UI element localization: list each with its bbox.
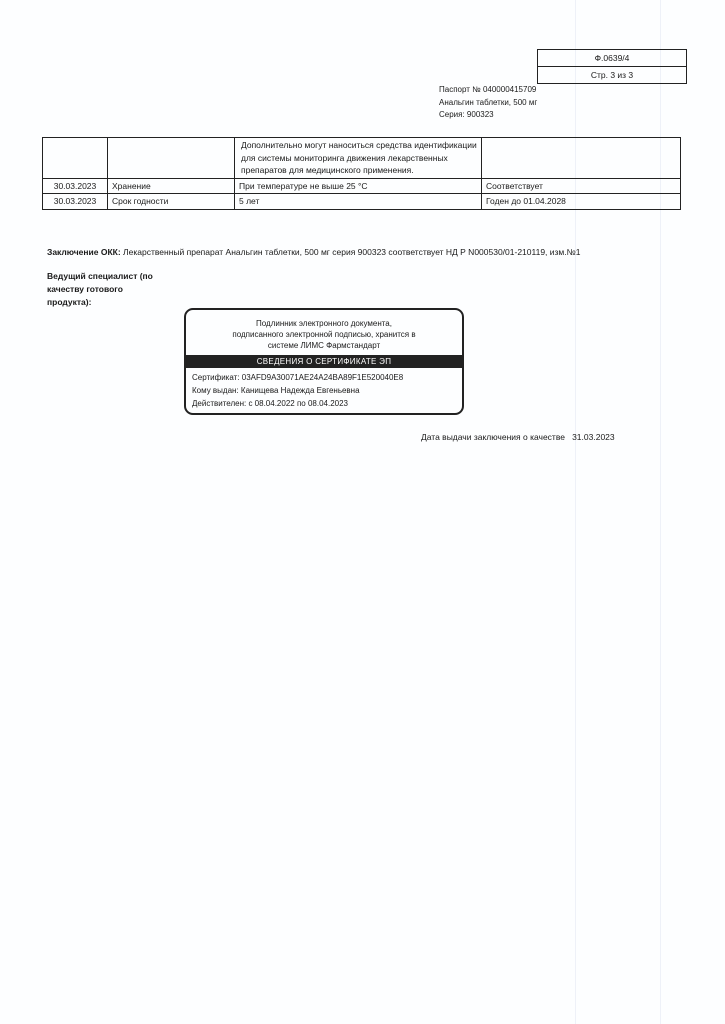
certificate-owner: Кому выдан: Канищева Надежда Евгеньевна [192,386,360,395]
issue-date-line [421,432,615,442]
table-cell-result: Годен до 01.04.2028 [482,194,681,210]
table-cell-date: 30.03.2023 [43,194,108,210]
form-code-box [537,49,687,84]
product-name: Анальгин таблетки, 500 мг [439,97,538,107]
issue-date: 31.03.2023 [572,432,615,442]
stamp-notice-line: системе ЛИМС Фармстандарт [267,341,381,350]
certificate-id: Сертификат: 03AFD9A30071AE24A24BA89F1E520040E8 [192,373,404,382]
specialist-label: Ведущий специалист (по качеству готового продукта): [47,271,153,307]
stamp-notice-line: подписанного электронной подписью, хранится в [232,330,416,339]
conclusion [47,246,587,259]
table-cell-requirement: 5 лет [235,194,482,210]
table-cell-result [482,138,681,179]
table-cell-requirement: При температуре не выше 25 °С [235,178,482,194]
table-row [43,138,681,179]
stamp-header: СВЕДЕНИЯ О СЕРТИФИКАТЕ ЭП [186,355,462,368]
table-cell-name: Срок годности [108,194,235,210]
page-number: Стр. 3 из 3 [538,66,686,83]
table-cell-date [43,138,108,179]
issue-date-label: Дата выдачи заключения о качестве [421,432,565,442]
passport-number: Паспорт № 040000415709 [439,85,537,94]
table-cell-requirement: Дополнительно могут наноситься средства идентификации для системы мониторинга движения лекарственных препаратов для медицинского применения. [235,138,482,179]
conclusion-label: Заключение ОКК: [47,247,121,257]
batch-number: Серия: 900323 [439,110,494,119]
table-cell-name: Хранение [108,178,235,194]
table-row [43,178,681,194]
table-cell-date: 30.03.2023 [43,178,108,194]
table-cell-result: Соответствует [482,178,681,194]
certificate-validity: Действителен: с 08.04.2022 по 08.04.2023 [192,399,348,408]
table-row [43,194,681,210]
stamp-notice [186,318,462,351]
passport-info [439,84,537,122]
table-cell-name [108,138,235,179]
conclusion-text: Лекарственный препарат Анальгин таблетки, 500 мг серия 900323 соответствует НД Р N000530/01-210119, изм.№1 [120,247,581,257]
form-code: Ф.0639/4 [594,53,630,63]
results-table [42,137,681,210]
electronic-signature-stamp [184,308,464,415]
stamp-notice-line: Подлинник электронного документа, [256,319,392,328]
